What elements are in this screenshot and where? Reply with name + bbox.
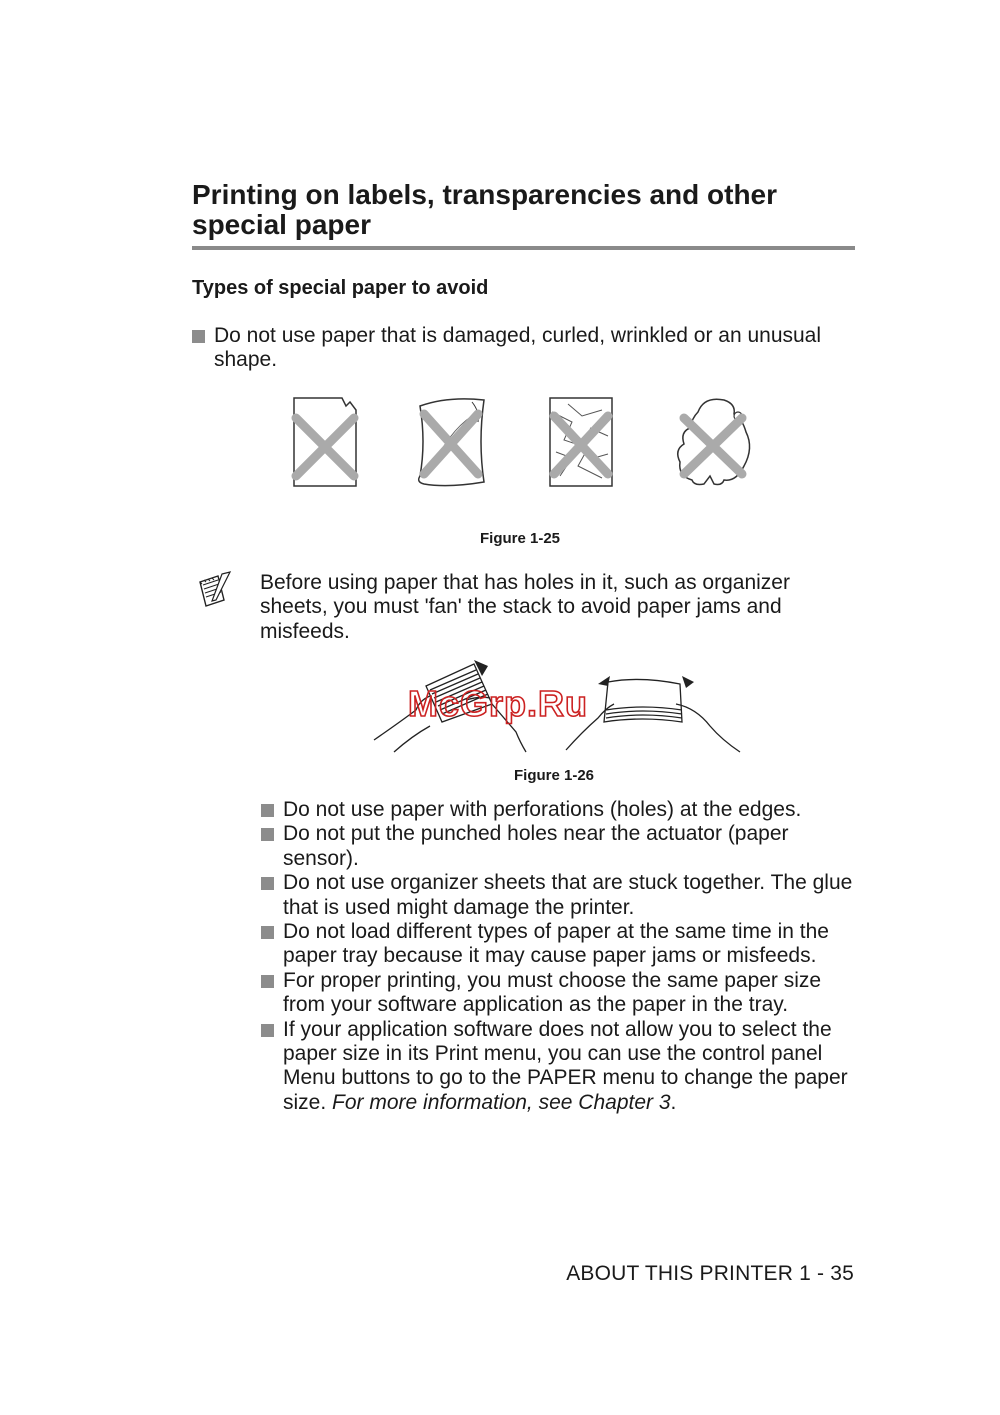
list-item-text — [261, 1018, 861, 1116]
list-item-text: Do not put the punched holes near the actuator (paper sensor). — [283, 822, 789, 870]
section-subtitle: Types of special paper to avoid — [192, 277, 489, 299]
wrinkled-paper-icon — [550, 398, 612, 486]
unusual-shape-paper-icon — [678, 399, 750, 484]
bullet-square-icon — [261, 926, 274, 939]
figure-1-25-caption: Figure 1-25 — [480, 530, 561, 547]
list-item — [261, 969, 861, 1018]
bullet-square-icon — [261, 804, 274, 817]
figure-1-26-caption: Figure 1-26 — [514, 767, 595, 784]
list-item-text: Do not load different types of paper at the same time in the paper tray because it may cause paper jams or misfeeds. — [283, 920, 829, 968]
list-item — [261, 822, 861, 871]
list-item — [261, 798, 861, 822]
intro-bullet-text: Do not use paper that is damaged, curled, wrinkled or an unusual shape. — [214, 324, 822, 372]
page-title: Printing on labels, transparencies and other special paper — [192, 179, 778, 240]
list-item — [261, 920, 861, 969]
note-pad-icon — [196, 570, 234, 610]
curled-paper-icon — [419, 399, 484, 486]
page-footer: ABOUT THIS PRINTER 1 - 35 — [566, 1262, 854, 1285]
list-item-text: Do not use paper with perforations (holes) at the edges. — [283, 798, 802, 821]
bullet-square-icon — [261, 877, 274, 890]
damaged-paper-icon — [294, 398, 356, 486]
bullet-square-icon — [261, 975, 274, 988]
list-item-text: Do not use organizer sheets that are stuck together. The glue that is used might damage the printer. — [283, 871, 853, 919]
list-item — [261, 871, 861, 920]
list-item-text: For proper printing, you must choose the same paper size from your software application as the paper in the tray. — [283, 968, 822, 1017]
right-curve-arrow-icon — [682, 676, 694, 688]
watermark-text: McGrp.Ru — [408, 683, 589, 724]
guidelines-list — [261, 798, 861, 1115]
list-item — [261, 1018, 861, 1116]
title-rule — [192, 246, 855, 250]
bullet-square-icon — [192, 330, 205, 343]
bullet-square-icon — [261, 1024, 274, 1037]
note-text: Before using paper that has holes in it, such as organizer sheets, you must 'fan' the stack to avoid paper jams and misfeeds. — [260, 571, 790, 643]
figure-1-25-illustration — [280, 392, 780, 497]
chapter-reference: For more information, see Chapter 3 — [332, 1090, 671, 1114]
bullet-square-icon — [261, 828, 274, 841]
intro-bullet — [192, 324, 862, 373]
fanning-right-hands — [566, 679, 740, 752]
left-curve-arrow-icon — [598, 676, 610, 686]
list-item-main-text: If your application software does not allow you to select the paper size in its Print menu, you can use the control panel Menu buttons to go to the PAPER menu to change the paper size. — [283, 1017, 848, 1114]
sentence-end: . — [670, 1090, 677, 1114]
